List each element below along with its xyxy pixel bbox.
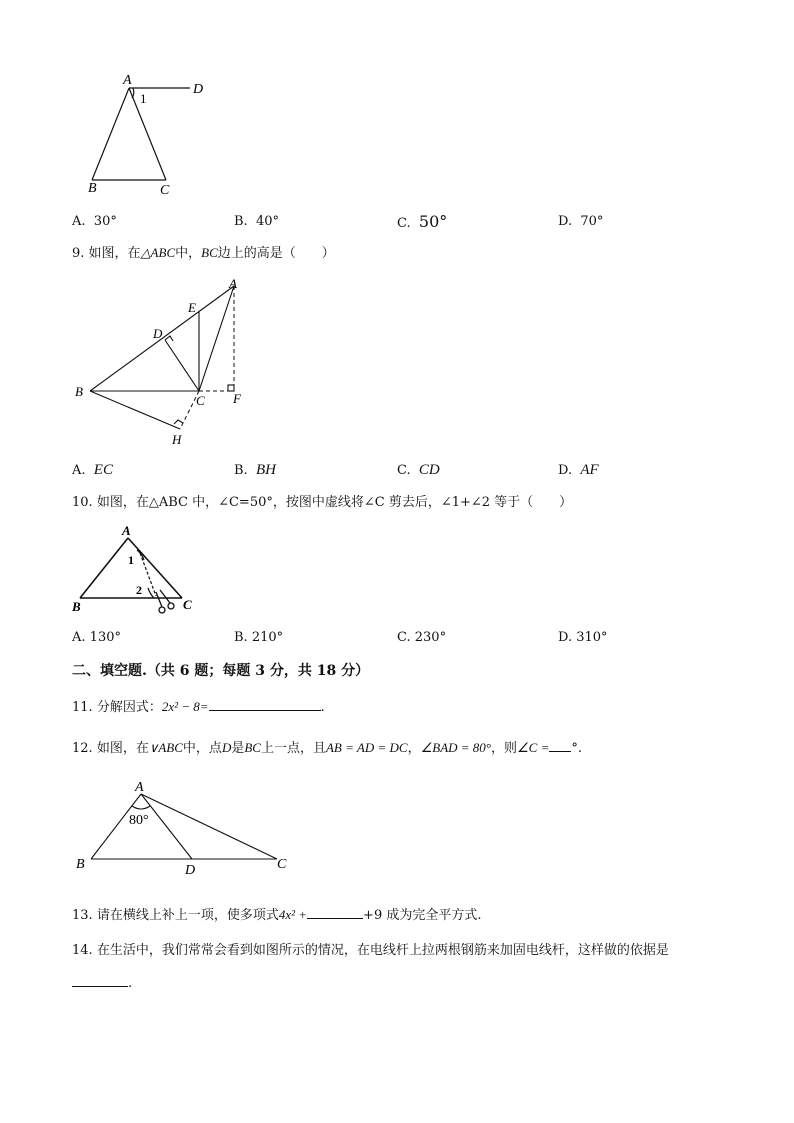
q8-option-a[interactable]: A. 30° [72, 214, 117, 229]
label-e: E [188, 300, 196, 315]
label-b: B [75, 384, 83, 399]
q13-number: 13. [72, 908, 93, 923]
q14-answer-line: . [72, 973, 132, 993]
label-b: B [72, 599, 81, 614]
q12-figure [72, 776, 297, 880]
q12-stem: 12. 如图，在∨ABC中，点D是BC上一点，且AB = AD = DC，∠BAD = 80°，则∠C = °. [72, 740, 583, 756]
q9-number: 9. [72, 246, 85, 261]
label-c: C [183, 597, 192, 612]
q10-option-a[interactable]: A. 130° [72, 630, 121, 645]
q10-option-c[interactable]: C. 230° [397, 630, 447, 645]
label-d: D [185, 863, 196, 878]
label-angle: 80° [129, 813, 149, 828]
q12-answer-blank[interactable] [549, 738, 571, 752]
q10-stem: 10. 如图，在△ABC 中，∠C=50°，按图中虚线将∠C 剪去后，∠1+∠2 等于（ ） [72, 495, 573, 510]
label-d: D [153, 326, 163, 341]
q11-number: 11. [72, 700, 93, 715]
label-b: B [88, 181, 97, 196]
q8-figure [80, 72, 220, 198]
q13-answer-blank[interactable] [307, 905, 363, 919]
label-d: D [193, 82, 204, 97]
label-a: A [123, 73, 132, 88]
section-title: 二、填空题.（共 6 题；每题 3 分，共 18 分） [72, 663, 370, 679]
q8-option-c[interactable]: C. 50° [397, 212, 448, 231]
label-c: C [196, 393, 205, 408]
q14-stem: 14. 在生活中，我们常常会看到如图所示的情况，在电线杆上拉两根钢筋来加固电线杆，这样做的依据是 [72, 943, 669, 958]
q10-figure [70, 520, 200, 620]
label-h: H [172, 432, 182, 447]
q9-stem: 9. 如图，在△ABC中，BC边上的高是（ ） [72, 245, 335, 261]
label-angle-1: 1 [140, 91, 147, 106]
label-angle-1: 1 [128, 553, 134, 567]
q13-stem: 13. 请在横线上补上一项，使多项式4x² + +9 成为完全平方式. [72, 907, 482, 923]
q11-answer-blank[interactable] [209, 697, 321, 711]
q12-number: 12. [72, 741, 93, 756]
label-c: C [277, 857, 287, 872]
q14-answer-blank[interactable] [72, 973, 128, 987]
label-a: A [122, 523, 131, 538]
label-f: F [233, 391, 241, 406]
q9-option-d[interactable]: D. AF [558, 462, 599, 478]
q10-option-b[interactable]: B. 210° [234, 630, 284, 645]
q8-option-b[interactable]: B. 40° [234, 214, 279, 229]
q10-option-d[interactable]: D. 310° [558, 630, 608, 645]
q11-stem: 11. 分解因式：2x² − 8= . [72, 699, 325, 715]
q9-option-b[interactable]: B. BH [234, 462, 276, 478]
q10-number: 10. [72, 495, 93, 510]
q14-number: 14. [72, 943, 93, 958]
q8-option-d[interactable]: D. 70° [558, 214, 604, 229]
q9-option-c[interactable]: C. CD [397, 462, 440, 478]
q9-option-a[interactable]: A. EC [72, 462, 113, 478]
label-c: C [160, 183, 170, 198]
label-a: A [229, 276, 237, 291]
q9-figure [70, 274, 260, 452]
label-angle-2: 2 [136, 583, 142, 597]
label-a: A [135, 780, 144, 795]
label-b: B [76, 857, 85, 872]
